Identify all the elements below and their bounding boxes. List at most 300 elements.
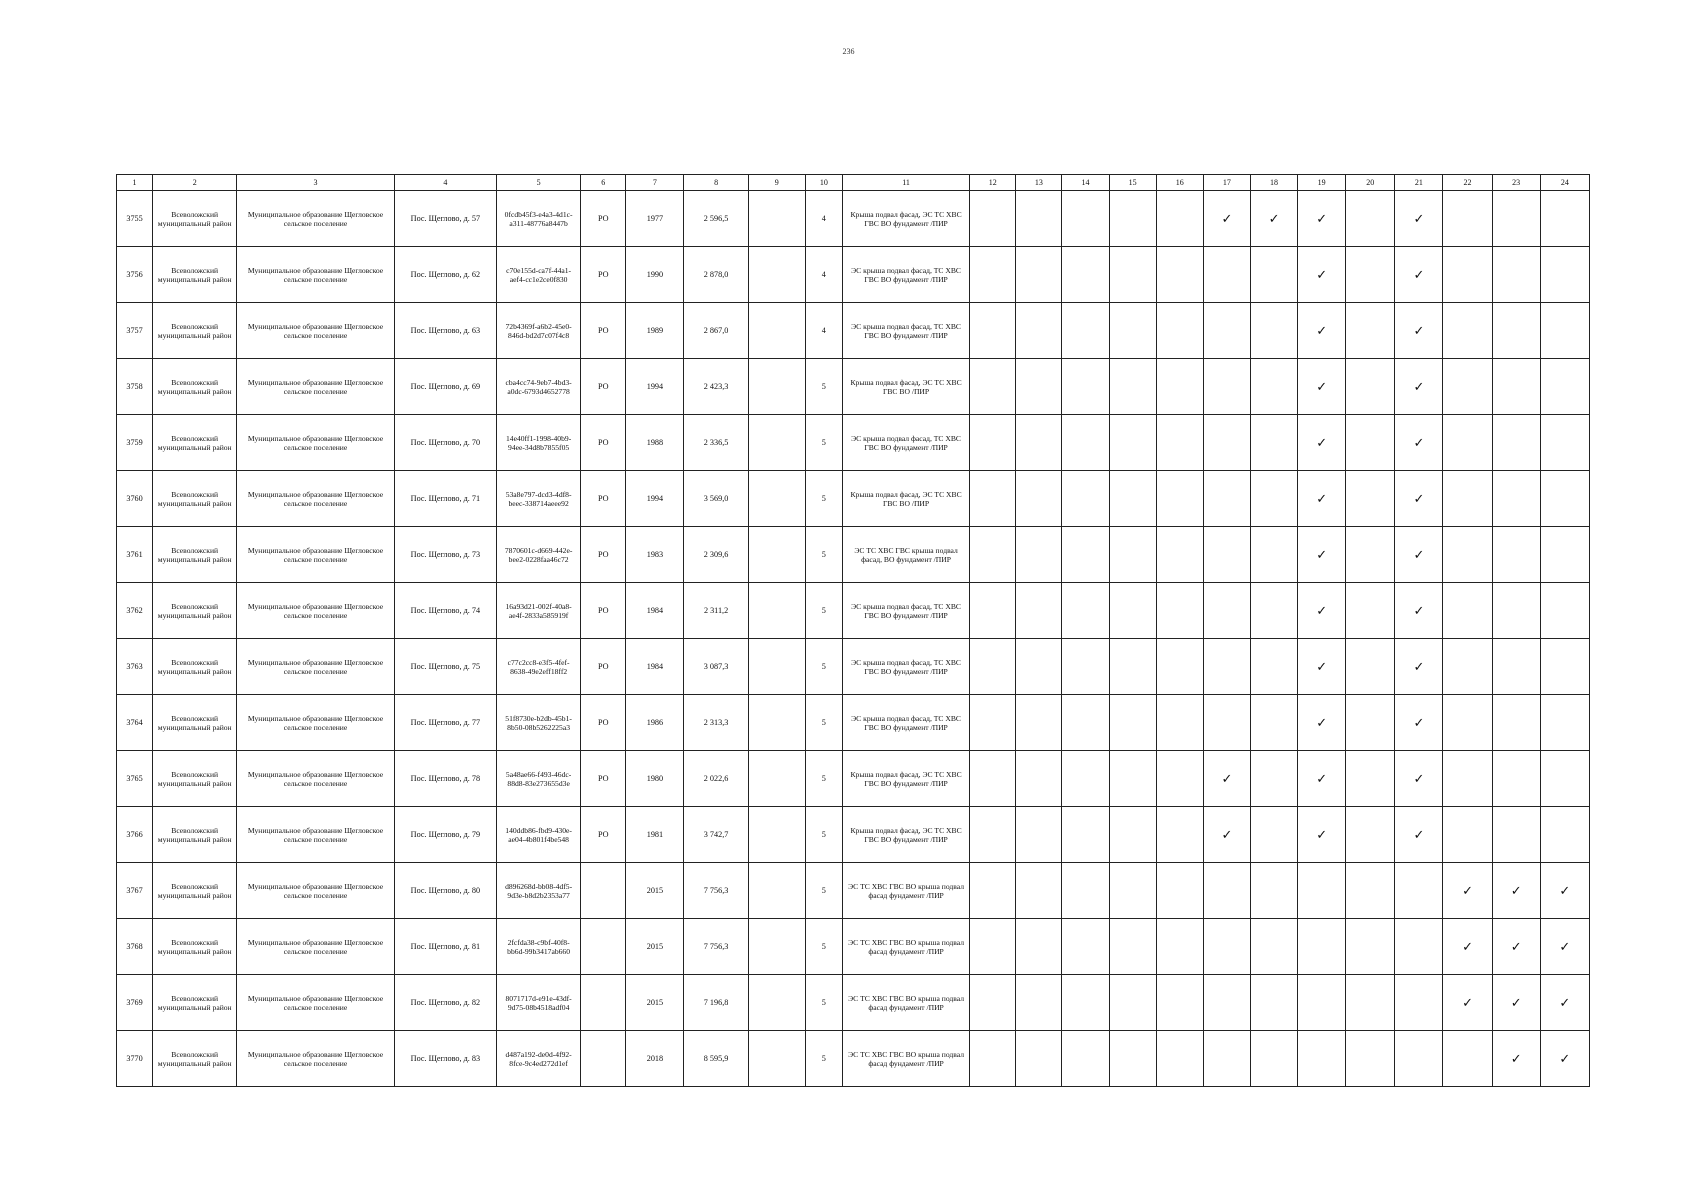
check-mark-icon: ✓ <box>1492 975 1540 1031</box>
district-cell: Всеволожский муниципальный район <box>153 303 237 359</box>
area-cell: 2 022,6 <box>684 751 748 807</box>
municipality-cell: Муниципальное образование Щегловское сельское поселение <box>237 247 394 303</box>
works-cell: ЭС ТС ХВС ГВС ВО крыша подвал фасад фундамент /ПИР <box>842 863 969 919</box>
column-header-14: 14 <box>1062 175 1109 191</box>
check-mark-icon: ✓ <box>1540 863 1589 919</box>
fund-cell <box>581 975 626 1031</box>
district-cell: Всеволожский муниципальный район <box>153 975 237 1031</box>
empty-cell <box>970 863 1016 919</box>
empty-cell <box>1540 191 1589 247</box>
column-9-cell <box>748 247 805 303</box>
year-cell: 1994 <box>626 471 684 527</box>
fund-cell: РО <box>581 415 626 471</box>
empty-cell <box>1203 695 1250 751</box>
empty-cell <box>1109 751 1156 807</box>
empty-cell <box>1346 359 1395 415</box>
check-mark-icon: ✓ <box>1395 807 1443 863</box>
check-mark-icon: ✓ <box>1443 863 1492 919</box>
address-cell: Пос. Щеглово, д. 80 <box>394 863 496 919</box>
empty-cell <box>1016 247 1062 303</box>
column-header-24: 24 <box>1540 175 1589 191</box>
check-mark-icon: ✓ <box>1298 191 1346 247</box>
empty-cell <box>1346 919 1395 975</box>
empty-cell <box>1062 639 1109 695</box>
district-cell: Всеволожский муниципальный район <box>153 807 237 863</box>
row-number-cell: 3766 <box>117 807 153 863</box>
empty-cell <box>1443 471 1492 527</box>
empty-cell <box>1492 695 1540 751</box>
empty-cell <box>1540 695 1589 751</box>
municipality-cell: Муниципальное образование Щегловское сельское поселение <box>237 1031 394 1087</box>
empty-cell <box>1346 863 1395 919</box>
year-cell: 1984 <box>626 583 684 639</box>
empty-cell <box>1250 247 1297 303</box>
column-9-cell <box>748 191 805 247</box>
empty-cell <box>970 359 1016 415</box>
year-cell: 1981 <box>626 807 684 863</box>
check-mark-icon: ✓ <box>1395 695 1443 751</box>
empty-cell <box>1062 695 1109 751</box>
empty-cell <box>1395 919 1443 975</box>
empty-cell <box>1443 303 1492 359</box>
empty-cell <box>1016 415 1062 471</box>
check-mark-icon: ✓ <box>1395 583 1443 639</box>
municipality-cell: Муниципальное образование Щегловское сельское поселение <box>237 303 394 359</box>
fund-cell: РО <box>581 303 626 359</box>
empty-cell <box>970 975 1016 1031</box>
empty-cell <box>1062 751 1109 807</box>
empty-cell <box>970 1031 1016 1087</box>
works-cell: Крыша подвал фасад, ЭС ТС ХВС ГВС ВО /ПИР <box>842 359 969 415</box>
empty-cell <box>1492 359 1540 415</box>
empty-cell <box>1016 751 1062 807</box>
district-cell: Всеволожский муниципальный район <box>153 919 237 975</box>
district-cell: Всеволожский муниципальный район <box>153 695 237 751</box>
empty-cell <box>1540 247 1589 303</box>
empty-cell <box>1109 359 1156 415</box>
empty-cell <box>1540 807 1589 863</box>
check-mark-icon: ✓ <box>1395 415 1443 471</box>
empty-cell <box>1346 303 1395 359</box>
district-cell: Всеволожский муниципальный район <box>153 1031 237 1087</box>
empty-cell <box>1250 807 1297 863</box>
check-mark-icon: ✓ <box>1395 471 1443 527</box>
district-cell: Всеволожский муниципальный район <box>153 415 237 471</box>
table-row <box>117 919 1590 975</box>
column-header-10: 10 <box>805 175 842 191</box>
table-row <box>117 359 1590 415</box>
column-9-cell <box>748 919 805 975</box>
district-cell: Всеволожский муниципальный район <box>153 863 237 919</box>
district-cell: Всеволожский муниципальный район <box>153 583 237 639</box>
table-row <box>117 583 1590 639</box>
empty-cell <box>1062 359 1109 415</box>
empty-cell <box>1443 191 1492 247</box>
table-row <box>117 863 1590 919</box>
empty-cell <box>1250 303 1297 359</box>
address-cell: Пос. Щеглово, д. 83 <box>394 1031 496 1087</box>
floors-cell: 4 <box>805 247 842 303</box>
check-mark-icon: ✓ <box>1443 975 1492 1031</box>
empty-cell <box>1062 975 1109 1031</box>
table-row <box>117 639 1590 695</box>
district-cell: Всеволожский муниципальный район <box>153 751 237 807</box>
check-mark-icon: ✓ <box>1395 359 1443 415</box>
column-number-row <box>117 175 1590 191</box>
address-cell: Пос. Щеглово, д. 81 <box>394 919 496 975</box>
district-cell: Всеволожский муниципальный район <box>153 527 237 583</box>
row-number-cell: 3757 <box>117 303 153 359</box>
empty-cell <box>1203 639 1250 695</box>
row-number-cell: 3768 <box>117 919 153 975</box>
empty-cell <box>1109 191 1156 247</box>
empty-cell <box>1203 527 1250 583</box>
municipality-cell: Муниципальное образование Щегловское сельское поселение <box>237 583 394 639</box>
table-row <box>117 527 1590 583</box>
empty-cell <box>1346 471 1395 527</box>
empty-cell <box>970 527 1016 583</box>
check-mark-icon: ✓ <box>1203 751 1250 807</box>
empty-cell <box>1062 471 1109 527</box>
column-9-cell <box>748 695 805 751</box>
table-row <box>117 807 1590 863</box>
address-cell: Пос. Щеглово, д. 79 <box>394 807 496 863</box>
area-cell: 7 196,8 <box>684 975 748 1031</box>
empty-cell <box>1443 807 1492 863</box>
municipality-cell: Муниципальное образование Щегловское сельское поселение <box>237 695 394 751</box>
house-code-cell: 2fcfda38-c9bf-40f8-bb6d-99b3417ab660 <box>497 919 581 975</box>
empty-cell <box>1016 1031 1062 1087</box>
year-cell: 1986 <box>626 695 684 751</box>
empty-cell <box>1062 415 1109 471</box>
empty-cell <box>970 695 1016 751</box>
empty-cell <box>1250 1031 1297 1087</box>
municipality-cell: Муниципальное образование Щегловское сельское поселение <box>237 527 394 583</box>
fund-cell: РО <box>581 471 626 527</box>
district-cell: Всеволожский муниципальный район <box>153 359 237 415</box>
empty-cell <box>1156 303 1203 359</box>
empty-cell <box>1016 919 1062 975</box>
works-cell: ЭС крыша подвал фасад, ТС ХВС ГВС ВО фундамент /ПИР <box>842 415 969 471</box>
check-mark-icon: ✓ <box>1203 807 1250 863</box>
empty-cell <box>1540 303 1589 359</box>
check-mark-icon: ✓ <box>1250 191 1297 247</box>
district-cell: Всеволожский муниципальный район <box>153 191 237 247</box>
column-9-cell <box>748 1031 805 1087</box>
check-mark-icon: ✓ <box>1298 527 1346 583</box>
empty-cell <box>970 415 1016 471</box>
check-mark-icon: ✓ <box>1298 303 1346 359</box>
empty-cell <box>1346 415 1395 471</box>
area-cell: 2 878,0 <box>684 247 748 303</box>
municipality-cell: Муниципальное образование Щегловское сельское поселение <box>237 807 394 863</box>
empty-cell <box>1156 583 1203 639</box>
empty-cell <box>1346 639 1395 695</box>
empty-cell <box>1109 807 1156 863</box>
address-cell: Пос. Щеглово, д. 69 <box>394 359 496 415</box>
check-mark-icon: ✓ <box>1395 639 1443 695</box>
works-cell: ЭС ТС ХВС ГВС ВО крыша подвал фасад фундамент /ПИР <box>842 975 969 1031</box>
table-row <box>117 247 1590 303</box>
empty-cell <box>1062 303 1109 359</box>
row-number-cell: 3764 <box>117 695 153 751</box>
empty-cell <box>1156 807 1203 863</box>
empty-cell <box>1016 471 1062 527</box>
column-header-9: 9 <box>748 175 805 191</box>
empty-cell <box>1156 359 1203 415</box>
area-cell: 2 423,3 <box>684 359 748 415</box>
empty-cell <box>1395 975 1443 1031</box>
fund-cell: РО <box>581 527 626 583</box>
area-cell: 2 311,2 <box>684 583 748 639</box>
empty-cell <box>1109 863 1156 919</box>
municipality-cell: Муниципальное образование Щегловское сельское поселение <box>237 863 394 919</box>
house-code-cell: 140ddb86-fbd9-430e-ae04-4b801f4be548 <box>497 807 581 863</box>
works-cell: ЭС ТС ХВС ГВС ВО крыша подвал фасад фундамент /ПИР <box>842 1031 969 1087</box>
floors-cell: 5 <box>805 415 842 471</box>
district-cell: Всеволожский муниципальный район <box>153 639 237 695</box>
empty-cell <box>1109 639 1156 695</box>
address-cell: Пос. Щеглово, д. 77 <box>394 695 496 751</box>
column-9-cell <box>748 471 805 527</box>
empty-cell <box>1062 807 1109 863</box>
empty-cell <box>1109 415 1156 471</box>
floors-cell: 5 <box>805 639 842 695</box>
empty-cell <box>1250 919 1297 975</box>
area-cell: 2 867,0 <box>684 303 748 359</box>
empty-cell <box>1250 471 1297 527</box>
empty-cell <box>1062 583 1109 639</box>
address-cell: Пос. Щеглово, д. 57 <box>394 191 496 247</box>
floors-cell: 5 <box>805 471 842 527</box>
empty-cell <box>1156 415 1203 471</box>
empty-cell <box>1203 303 1250 359</box>
table-row <box>117 471 1590 527</box>
address-cell: Пос. Щеглово, д. 73 <box>394 527 496 583</box>
floors-cell: 4 <box>805 303 842 359</box>
empty-cell <box>1016 863 1062 919</box>
check-mark-icon: ✓ <box>1395 303 1443 359</box>
check-mark-icon: ✓ <box>1298 639 1346 695</box>
table-row <box>117 415 1590 471</box>
table-row <box>117 191 1590 247</box>
check-mark-icon: ✓ <box>1298 695 1346 751</box>
fund-cell: РО <box>581 639 626 695</box>
empty-cell <box>1346 583 1395 639</box>
column-header-3: 3 <box>237 175 394 191</box>
year-cell: 1989 <box>626 303 684 359</box>
fund-cell <box>581 863 626 919</box>
column-header-19: 19 <box>1298 175 1346 191</box>
empty-cell <box>1156 751 1203 807</box>
empty-cell <box>1250 639 1297 695</box>
column-header-22: 22 <box>1443 175 1492 191</box>
empty-cell <box>1492 303 1540 359</box>
check-mark-icon: ✓ <box>1492 863 1540 919</box>
empty-cell <box>1298 975 1346 1031</box>
row-number-cell: 3769 <box>117 975 153 1031</box>
empty-cell <box>1109 303 1156 359</box>
house-code-cell: 14e40ff1-1998-40b9-94ee-34d8b7855f05 <box>497 415 581 471</box>
address-cell: Пос. Щеглово, д. 82 <box>394 975 496 1031</box>
page-number: 236 <box>842 47 855 56</box>
empty-cell <box>1016 303 1062 359</box>
district-cell: Всеволожский муниципальный район <box>153 247 237 303</box>
works-cell: ЭС крыша подвал фасад, ТС ХВС ГВС ВО фундамент /ПИР <box>842 695 969 751</box>
column-9-cell <box>748 975 805 1031</box>
empty-cell <box>1492 527 1540 583</box>
empty-cell <box>1203 919 1250 975</box>
check-mark-icon: ✓ <box>1395 751 1443 807</box>
empty-cell <box>1203 359 1250 415</box>
address-cell: Пос. Щеглово, д. 62 <box>394 247 496 303</box>
column-header-11: 11 <box>842 175 969 191</box>
empty-cell <box>1395 863 1443 919</box>
empty-cell <box>1016 359 1062 415</box>
empty-cell <box>1492 583 1540 639</box>
column-9-cell <box>748 639 805 695</box>
fund-cell: РО <box>581 191 626 247</box>
empty-cell <box>1109 527 1156 583</box>
empty-cell <box>970 583 1016 639</box>
area-cell: 2 596,5 <box>684 191 748 247</box>
fund-cell: РО <box>581 247 626 303</box>
empty-cell <box>1298 863 1346 919</box>
empty-cell <box>1016 695 1062 751</box>
works-cell: ЭС крыша подвал фасад, ТС ХВС ГВС ВО фундамент /ПИР <box>842 583 969 639</box>
fund-cell: РО <box>581 359 626 415</box>
area-cell: 8 595,9 <box>684 1031 748 1087</box>
empty-cell <box>1062 191 1109 247</box>
check-mark-icon: ✓ <box>1395 527 1443 583</box>
row-number-cell: 3765 <box>117 751 153 807</box>
floors-cell: 5 <box>805 863 842 919</box>
empty-cell <box>1443 415 1492 471</box>
empty-cell <box>1156 471 1203 527</box>
area-cell: 3 569,0 <box>684 471 748 527</box>
empty-cell <box>970 807 1016 863</box>
works-cell: ЭС крыша подвал фасад, ТС ХВС ГВС ВО фундамент /ПИР <box>842 303 969 359</box>
area-cell: 3 087,3 <box>684 639 748 695</box>
table-row <box>117 751 1590 807</box>
table-row <box>117 1031 1590 1087</box>
municipality-cell: Муниципальное образование Щегловское сельское поселение <box>237 359 394 415</box>
floors-cell: 5 <box>805 751 842 807</box>
empty-cell <box>1109 583 1156 639</box>
empty-cell <box>1443 751 1492 807</box>
area-cell: 2 313,3 <box>684 695 748 751</box>
check-mark-icon: ✓ <box>1492 919 1540 975</box>
column-9-cell <box>748 359 805 415</box>
empty-cell <box>970 751 1016 807</box>
year-cell: 1980 <box>626 751 684 807</box>
empty-cell <box>1395 1031 1443 1087</box>
empty-cell <box>1250 751 1297 807</box>
municipality-cell: Муниципальное образование Щегловское сельское поселение <box>237 471 394 527</box>
empty-cell <box>1250 975 1297 1031</box>
table-body <box>117 191 1590 1087</box>
empty-cell <box>1062 919 1109 975</box>
empty-cell <box>1203 975 1250 1031</box>
check-mark-icon: ✓ <box>1298 583 1346 639</box>
check-mark-icon: ✓ <box>1298 751 1346 807</box>
empty-cell <box>1016 583 1062 639</box>
check-mark-icon: ✓ <box>1203 191 1250 247</box>
floors-cell: 5 <box>805 919 842 975</box>
check-mark-icon: ✓ <box>1298 247 1346 303</box>
check-mark-icon: ✓ <box>1540 919 1589 975</box>
empty-cell <box>1443 583 1492 639</box>
empty-cell <box>1250 863 1297 919</box>
column-header-18: 18 <box>1250 175 1297 191</box>
empty-cell <box>1443 1031 1492 1087</box>
empty-cell <box>1540 751 1589 807</box>
empty-cell <box>970 191 1016 247</box>
empty-cell <box>1492 807 1540 863</box>
address-cell: Пос. Щеглово, д. 78 <box>394 751 496 807</box>
empty-cell <box>1540 527 1589 583</box>
house-code-cell: 7870601c-d669-442e-bee2-0228faa46c72 <box>497 527 581 583</box>
check-mark-icon: ✓ <box>1298 471 1346 527</box>
year-cell: 2015 <box>626 919 684 975</box>
empty-cell <box>1062 863 1109 919</box>
check-mark-icon: ✓ <box>1395 191 1443 247</box>
empty-cell <box>1109 919 1156 975</box>
empty-cell <box>1298 919 1346 975</box>
area-cell: 3 742,7 <box>684 807 748 863</box>
empty-cell <box>1203 247 1250 303</box>
empty-cell <box>1443 359 1492 415</box>
floors-cell: 5 <box>805 975 842 1031</box>
fund-cell: РО <box>581 695 626 751</box>
year-cell: 2015 <box>626 863 684 919</box>
address-cell: Пос. Щеглово, д. 70 <box>394 415 496 471</box>
empty-cell <box>1203 1031 1250 1087</box>
year-cell: 2018 <box>626 1031 684 1087</box>
empty-cell <box>1109 471 1156 527</box>
house-code-cell: 53a8e797-dcd3-4df8-beec-338714aeee92 <box>497 471 581 527</box>
column-header-2: 2 <box>153 175 237 191</box>
column-9-cell <box>748 863 805 919</box>
empty-cell <box>1156 639 1203 695</box>
empty-cell <box>1492 471 1540 527</box>
empty-cell <box>1540 583 1589 639</box>
empty-cell <box>1016 527 1062 583</box>
empty-cell <box>1540 639 1589 695</box>
empty-cell <box>1016 807 1062 863</box>
empty-cell <box>1016 639 1062 695</box>
column-header-12: 12 <box>970 175 1016 191</box>
empty-cell <box>1156 975 1203 1031</box>
empty-cell <box>1250 415 1297 471</box>
column-9-cell <box>748 807 805 863</box>
empty-cell <box>1346 807 1395 863</box>
house-code-cell: 8071717d-e91e-43df-9d75-08b4518adf04 <box>497 975 581 1031</box>
address-cell: Пос. Щеглово, д. 74 <box>394 583 496 639</box>
empty-cell <box>1250 359 1297 415</box>
empty-cell <box>1298 1031 1346 1087</box>
column-header-13: 13 <box>1016 175 1062 191</box>
house-code-cell: d487a192-de0d-4f92-8fce-9c4ed272d1ef <box>497 1031 581 1087</box>
empty-cell <box>1443 639 1492 695</box>
empty-cell <box>1156 191 1203 247</box>
empty-cell <box>1062 527 1109 583</box>
empty-cell <box>1346 975 1395 1031</box>
column-header-16: 16 <box>1156 175 1203 191</box>
floors-cell: 5 <box>805 527 842 583</box>
row-number-cell: 3763 <box>117 639 153 695</box>
empty-cell <box>1016 975 1062 1031</box>
